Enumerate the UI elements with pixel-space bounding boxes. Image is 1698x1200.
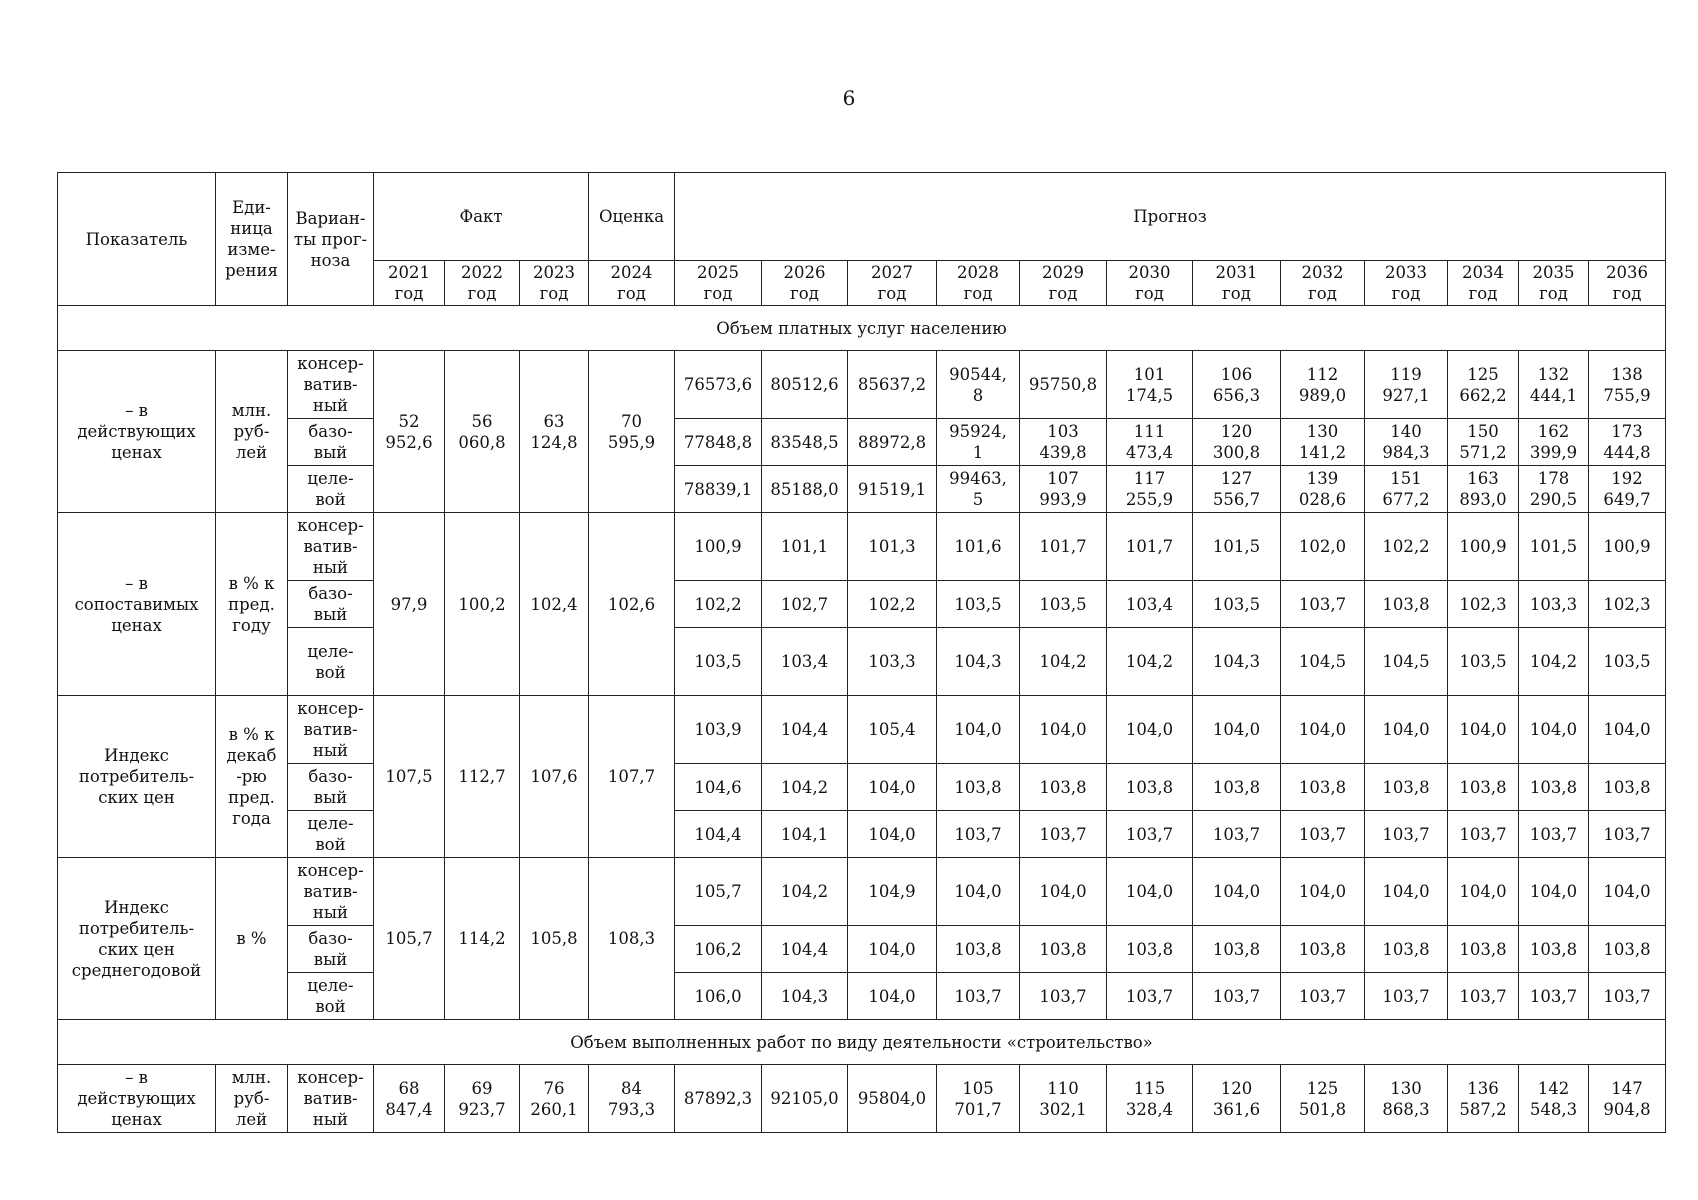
forecast-value-cell: 138 755,9 xyxy=(1589,351,1666,419)
header-year: 2026 год xyxy=(762,261,848,306)
section-row xyxy=(58,1020,1666,1065)
forecast-value-cell: 103,7 xyxy=(1107,973,1193,1020)
fact-value-cell: 70 595,9 xyxy=(589,351,675,513)
header-year: 2022 год xyxy=(445,261,520,306)
header-year: 2031 год xyxy=(1193,261,1281,306)
forecast-value-cell: 103,8 xyxy=(937,764,1020,811)
forecast-value-cell: 76573,6 xyxy=(675,351,762,419)
forecast-value-cell: 104,0 xyxy=(1281,696,1365,764)
forecast-value-cell: 150 571,2 xyxy=(1448,419,1519,466)
header-forecast: Прогноз xyxy=(675,173,1666,261)
forecast-value-cell: 104,0 xyxy=(1107,696,1193,764)
forecast-value-cell: 104,0 xyxy=(848,811,937,858)
forecast-value-cell: 103,8 xyxy=(1281,764,1365,811)
fact-value-cell: 76 260,1 xyxy=(520,1065,589,1133)
forecast-value-cell: 103,7 xyxy=(1589,973,1666,1020)
indicator-cell: Индекс потребитель- ских цен среднегодовой xyxy=(58,858,216,1020)
section-title: Объем платных услуг населению xyxy=(58,306,1666,351)
header-variant: Вариан- ты прог- ноза xyxy=(288,173,374,306)
fact-value-cell: 108,3 xyxy=(589,858,675,1020)
forecast-value-cell: 104,0 xyxy=(1365,696,1448,764)
forecast-value-cell: 104,0 xyxy=(1448,858,1519,926)
forecast-value-cell: 107 993,9 xyxy=(1020,466,1107,513)
header-year: 2030 год xyxy=(1107,261,1193,306)
fact-value-cell: 63 124,8 xyxy=(520,351,589,513)
header-estimate: Оценка xyxy=(589,173,675,261)
forecast-value-cell: 105,7 xyxy=(675,858,762,926)
header-year: 2032 год xyxy=(1281,261,1365,306)
table-row xyxy=(58,696,1666,764)
forecast-value-cell: 136 587,2 xyxy=(1448,1065,1519,1133)
header-year: 2033 год xyxy=(1365,261,1448,306)
forecast-value-cell: 101,5 xyxy=(1193,513,1281,581)
forecast-value-cell: 104,5 xyxy=(1281,628,1365,696)
forecast-value-cell: 104,1 xyxy=(762,811,848,858)
forecast-value-cell: 100,9 xyxy=(675,513,762,581)
forecast-value-cell: 163 893,0 xyxy=(1448,466,1519,513)
forecast-value-cell: 103,8 xyxy=(1589,764,1666,811)
forecast-value-cell: 105,4 xyxy=(848,696,937,764)
forecast-value-cell: 151 677,2 xyxy=(1365,466,1448,513)
forecast-value-cell: 104,0 xyxy=(848,973,937,1020)
forecast-value-cell: 100,9 xyxy=(1448,513,1519,581)
section-row xyxy=(58,306,1666,351)
variant-cell: базо- вый xyxy=(288,419,374,466)
forecast-value-cell: 101 174,5 xyxy=(1107,351,1193,419)
forecast-value-cell: 78839,1 xyxy=(675,466,762,513)
forecast-value-cell: 92105,0 xyxy=(762,1065,848,1133)
forecast-value-cell: 104,0 xyxy=(1365,858,1448,926)
forecast-value-cell: 104,0 xyxy=(1519,858,1589,926)
unit-cell: в % к пред. году xyxy=(216,513,288,696)
table-row xyxy=(58,811,1666,858)
forecast-value-cell: 101,7 xyxy=(1107,513,1193,581)
forecast-value-cell: 104,2 xyxy=(1519,628,1589,696)
forecast-value-cell: 173 444,8 xyxy=(1589,419,1666,466)
fact-value-cell: 69 923,7 xyxy=(445,1065,520,1133)
variant-cell: целе- вой xyxy=(288,973,374,1020)
fact-value-cell: 100,2 xyxy=(445,513,520,696)
table-row xyxy=(58,466,1666,513)
forecast-value-cell: 104,9 xyxy=(848,858,937,926)
forecast-value-cell: 103,8 xyxy=(1589,926,1666,973)
forecast-value-cell: 103,8 xyxy=(1448,926,1519,973)
forecast-value-cell: 103,8 xyxy=(1365,581,1448,628)
forecast-value-cell: 104,2 xyxy=(762,858,848,926)
header-year: 2036 год xyxy=(1589,261,1666,306)
forecast-value-cell: 101,5 xyxy=(1519,513,1589,581)
forecast-value-cell: 95924, 1 xyxy=(937,419,1020,466)
forecast-value-cell: 103,7 xyxy=(1448,811,1519,858)
forecast-value-cell: 87892,3 xyxy=(675,1065,762,1133)
forecast-value-cell: 103,7 xyxy=(1589,811,1666,858)
fact-value-cell: 107,6 xyxy=(520,696,589,858)
variant-cell: базо- вый xyxy=(288,764,374,811)
forecast-value-cell: 104,0 xyxy=(1281,858,1365,926)
forecast-value-cell: 102,2 xyxy=(848,581,937,628)
forecast-value-cell: 125 662,2 xyxy=(1448,351,1519,419)
forecast-value-cell: 127 556,7 xyxy=(1193,466,1281,513)
forecast-value-cell: 139 028,6 xyxy=(1281,466,1365,513)
fact-value-cell: 102,6 xyxy=(589,513,675,696)
forecast-value-cell: 77848,8 xyxy=(675,419,762,466)
fact-value-cell: 84 793,3 xyxy=(589,1065,675,1133)
unit-cell: в % xyxy=(216,858,288,1020)
forecast-value-cell: 103,8 xyxy=(1020,926,1107,973)
forecast-value-cell: 140 984,3 xyxy=(1365,419,1448,466)
forecast-value-cell: 103,3 xyxy=(848,628,937,696)
forecast-value-cell: 103,8 xyxy=(1281,926,1365,973)
forecast-value-cell: 83548,5 xyxy=(762,419,848,466)
header-unit: Еди- ница изме- рения xyxy=(216,173,288,306)
forecast-value-cell: 103,5 xyxy=(1448,628,1519,696)
table-row xyxy=(58,581,1666,628)
forecast-value-cell: 105 701,7 xyxy=(937,1065,1020,1133)
indicator-cell: – в действующих ценах xyxy=(58,351,216,513)
forecast-value-cell: 104,3 xyxy=(937,628,1020,696)
fact-value-cell: 97,9 xyxy=(374,513,445,696)
forecast-value-cell: 104,0 xyxy=(1020,696,1107,764)
table-row xyxy=(58,764,1666,811)
forecast-value-cell: 104,0 xyxy=(1519,696,1589,764)
fact-value-cell: 107,7 xyxy=(589,696,675,858)
forecast-value-cell: 103,7 xyxy=(1193,973,1281,1020)
forecast-value-cell: 103,7 xyxy=(1519,811,1589,858)
forecast-value-cell: 99463, 5 xyxy=(937,466,1020,513)
forecast-value-cell: 104,0 xyxy=(1020,858,1107,926)
forecast-value-cell: 104,3 xyxy=(762,973,848,1020)
variant-cell: базо- вый xyxy=(288,926,374,973)
forecast-value-cell: 103,4 xyxy=(1107,581,1193,628)
forecast-value-cell: 104,0 xyxy=(937,696,1020,764)
forecast-value-cell: 88972,8 xyxy=(848,419,937,466)
forecast-value-cell: 104,0 xyxy=(848,926,937,973)
fact-value-cell: 107,5 xyxy=(374,696,445,858)
header-year: 2024 год xyxy=(589,261,675,306)
unit-cell: млн. руб- лей xyxy=(216,1065,288,1133)
forecast-value-cell: 103,7 xyxy=(1107,811,1193,858)
unit-cell: в % к декаб -рю пред. года xyxy=(216,696,288,858)
indicator-cell: – в сопоставимых ценах xyxy=(58,513,216,696)
variant-cell: консер- ватив- ный xyxy=(288,513,374,581)
forecast-value-cell: 104,0 xyxy=(1193,696,1281,764)
forecast-value-cell: 103,8 xyxy=(937,926,1020,973)
header-year: 2025 год xyxy=(675,261,762,306)
forecast-value-cell: 103,3 xyxy=(1519,581,1589,628)
forecast-value-cell: 110 302,1 xyxy=(1020,1065,1107,1133)
header-year: 2023 год xyxy=(520,261,589,306)
forecast-value-cell: 103,8 xyxy=(1020,764,1107,811)
forecast-value-cell: 178 290,5 xyxy=(1519,466,1589,513)
forecast-value-cell: 104,0 xyxy=(848,764,937,811)
header-year: 2027 год xyxy=(848,261,937,306)
forecast-value-cell: 103,7 xyxy=(1519,973,1589,1020)
fact-value-cell: 52 952,6 xyxy=(374,351,445,513)
forecast-value-cell: 103,7 xyxy=(1193,811,1281,858)
forecast-value-cell: 119 927,1 xyxy=(1365,351,1448,419)
indicator-cell: Индекс потребитель- ских цен xyxy=(58,696,216,858)
forecast-value-cell: 103,7 xyxy=(1020,811,1107,858)
forecast-value-cell: 103,7 xyxy=(1365,811,1448,858)
forecast-value-cell: 103 439,8 xyxy=(1020,419,1107,466)
forecast-value-cell: 106,0 xyxy=(675,973,762,1020)
fact-value-cell: 56 060,8 xyxy=(445,351,520,513)
forecast-value-cell: 104,4 xyxy=(675,811,762,858)
forecast-value-cell: 101,7 xyxy=(1020,513,1107,581)
forecast-value-cell: 104,4 xyxy=(762,926,848,973)
forecast-value-cell: 103,7 xyxy=(1281,811,1365,858)
forecast-value-cell: 95750,8 xyxy=(1020,351,1107,419)
variant-cell: консер- ватив- ный xyxy=(288,351,374,419)
forecast-value-cell: 102,2 xyxy=(1365,513,1448,581)
forecast-value-cell: 80512,6 xyxy=(762,351,848,419)
fact-value-cell: 68 847,4 xyxy=(374,1065,445,1133)
forecast-value-cell: 104,2 xyxy=(1020,628,1107,696)
forecast-value-cell: 103,8 xyxy=(1107,926,1193,973)
forecast-value-cell: 104,0 xyxy=(1448,696,1519,764)
forecast-value-cell: 104,4 xyxy=(762,696,848,764)
forecast-value-cell: 132 444,1 xyxy=(1519,351,1589,419)
forecast-value-cell: 103,7 xyxy=(1448,973,1519,1020)
table-row xyxy=(58,419,1666,466)
forecast-value-cell: 120 300,8 xyxy=(1193,419,1281,466)
variant-cell: целе- вой xyxy=(288,466,374,513)
section-title: Объем выполненных работ по виду деятельности «строительство» xyxy=(58,1020,1666,1065)
fact-value-cell: 105,7 xyxy=(374,858,445,1020)
forecast-value-cell: 125 501,8 xyxy=(1281,1065,1365,1133)
forecast-value-cell: 103,7 xyxy=(937,973,1020,1020)
forecast-value-cell: 147 904,8 xyxy=(1589,1065,1666,1133)
forecast-value-cell: 103,5 xyxy=(937,581,1020,628)
forecast-value-cell: 103,7 xyxy=(1020,973,1107,1020)
forecast-value-cell: 192 649,7 xyxy=(1589,466,1666,513)
forecast-value-cell: 103,8 xyxy=(1448,764,1519,811)
fact-value-cell: 114,2 xyxy=(445,858,520,1020)
table-row xyxy=(58,858,1666,926)
forecast-value-cell: 85637,2 xyxy=(848,351,937,419)
variant-cell: целе- вой xyxy=(288,628,374,696)
page-number: 6 xyxy=(842,86,856,110)
forecast-value-cell: 162 399,9 xyxy=(1519,419,1589,466)
forecast-value-cell: 103,5 xyxy=(1193,581,1281,628)
header-year: 2029 год xyxy=(1020,261,1107,306)
table-row xyxy=(58,628,1666,696)
forecast-value-cell: 120 361,6 xyxy=(1193,1065,1281,1133)
variant-cell: целе- вой xyxy=(288,811,374,858)
variant-cell: консер- ватив- ный xyxy=(288,1065,374,1133)
header-indicator: Показатель xyxy=(58,173,216,306)
forecast-value-cell: 106 656,3 xyxy=(1193,351,1281,419)
forecast-value-cell: 103,8 xyxy=(1519,764,1589,811)
forecast-value-cell: 103,5 xyxy=(675,628,762,696)
table-row xyxy=(58,1065,1666,1133)
forecast-value-cell: 104,0 xyxy=(1107,858,1193,926)
variant-cell: консер- ватив- ный xyxy=(288,858,374,926)
forecast-value-cell: 130 141,2 xyxy=(1281,419,1365,466)
forecast-value-cell: 101,1 xyxy=(762,513,848,581)
forecast-value-cell: 102,3 xyxy=(1448,581,1519,628)
fact-value-cell: 112,7 xyxy=(445,696,520,858)
forecast-table xyxy=(57,172,1666,1133)
forecast-value-cell: 102,3 xyxy=(1589,581,1666,628)
fact-value-cell: 102,4 xyxy=(520,513,589,696)
forecast-value-cell: 104,0 xyxy=(937,858,1020,926)
forecast-value-cell: 103,8 xyxy=(1193,926,1281,973)
forecast-value-cell: 103,8 xyxy=(1365,764,1448,811)
table-row xyxy=(58,351,1666,419)
forecast-value-cell: 103,7 xyxy=(1281,581,1365,628)
forecast-value-cell: 102,2 xyxy=(675,581,762,628)
forecast-value-cell: 111 473,4 xyxy=(1107,419,1193,466)
variant-cell: консер- ватив- ный xyxy=(288,696,374,764)
forecast-value-cell: 103,5 xyxy=(1020,581,1107,628)
forecast-value-cell: 102,0 xyxy=(1281,513,1365,581)
forecast-value-cell: 85188,0 xyxy=(762,466,848,513)
forecast-value-cell: 104,6 xyxy=(675,764,762,811)
forecast-value-cell: 104,5 xyxy=(1365,628,1448,696)
forecast-value-cell: 104,3 xyxy=(1193,628,1281,696)
forecast-value-cell: 106,2 xyxy=(675,926,762,973)
header-year: 2034 год xyxy=(1448,261,1519,306)
forecast-value-cell: 101,6 xyxy=(937,513,1020,581)
header-year: 2028 год xyxy=(937,261,1020,306)
forecast-value-cell: 103,8 xyxy=(1365,926,1448,973)
forecast-value-cell: 104,0 xyxy=(1589,858,1666,926)
forecast-value-cell: 103,8 xyxy=(1193,764,1281,811)
forecast-value-cell: 104,0 xyxy=(1193,858,1281,926)
forecast-value-cell: 103,9 xyxy=(675,696,762,764)
forecast-value-cell: 117 255,9 xyxy=(1107,466,1193,513)
forecast-value-cell: 142 548,3 xyxy=(1519,1065,1589,1133)
forecast-value-cell: 115 328,4 xyxy=(1107,1065,1193,1133)
forecast-value-cell: 103,5 xyxy=(1589,628,1666,696)
forecast-value-cell: 91519,1 xyxy=(848,466,937,513)
forecast-value-cell: 90544, 8 xyxy=(937,351,1020,419)
variant-cell: базо- вый xyxy=(288,581,374,628)
header-fact: Факт xyxy=(374,173,589,261)
forecast-value-cell: 104,0 xyxy=(1589,696,1666,764)
forecast-value-cell: 112 989,0 xyxy=(1281,351,1365,419)
forecast-value-cell: 130 868,3 xyxy=(1365,1065,1448,1133)
table-row xyxy=(58,926,1666,973)
forecast-value-cell: 103,7 xyxy=(1365,973,1448,1020)
forecast-value-cell: 104,2 xyxy=(762,764,848,811)
fact-value-cell: 105,8 xyxy=(520,858,589,1020)
forecast-value-cell: 103,8 xyxy=(1107,764,1193,811)
forecast-value-cell: 103,7 xyxy=(1281,973,1365,1020)
forecast-value-cell: 101,3 xyxy=(848,513,937,581)
unit-cell: млн. руб- лей xyxy=(216,351,288,513)
forecast-value-cell: 102,7 xyxy=(762,581,848,628)
forecast-value-cell: 103,7 xyxy=(937,811,1020,858)
forecast-value-cell: 95804,0 xyxy=(848,1065,937,1133)
forecast-value-cell: 104,2 xyxy=(1107,628,1193,696)
header-year: 2021 год xyxy=(374,261,445,306)
table-row xyxy=(58,513,1666,581)
header-year: 2035 год xyxy=(1519,261,1589,306)
table-row xyxy=(58,973,1666,1020)
forecast-value-cell: 100,9 xyxy=(1589,513,1666,581)
indicator-cell: – в действующих ценах xyxy=(58,1065,216,1133)
forecast-value-cell: 103,4 xyxy=(762,628,848,696)
forecast-value-cell: 103,8 xyxy=(1519,926,1589,973)
